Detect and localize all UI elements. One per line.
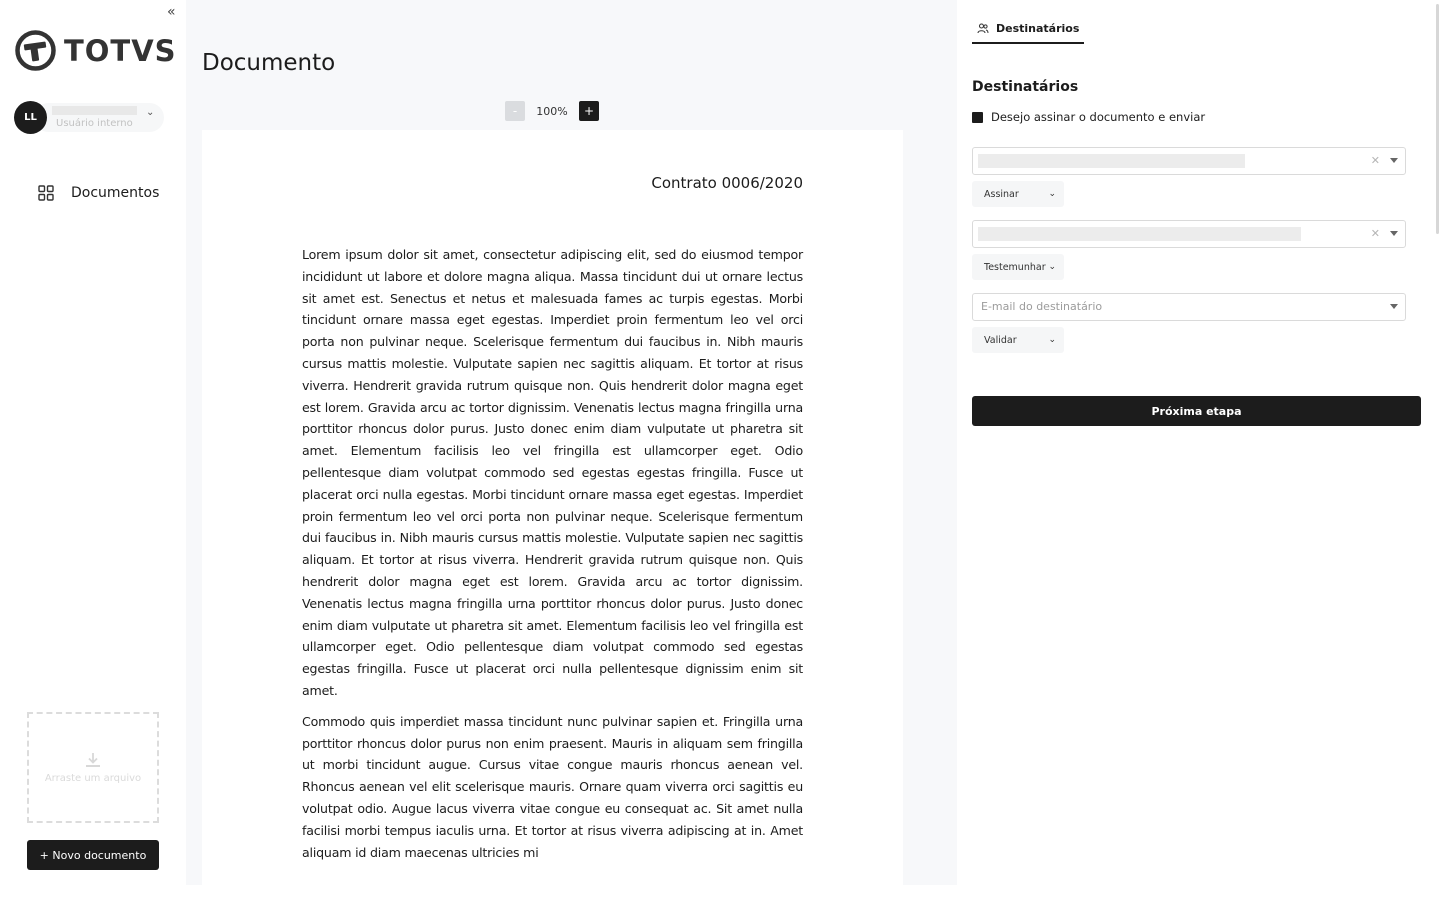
sidebar (0, 0, 186, 900)
zoom-out-button[interactable]: - (505, 101, 525, 121)
user-menu[interactable] (14, 101, 164, 134)
chevron-down-icon: ⌄ (1048, 189, 1056, 199)
recipient-role-select-1[interactable] (972, 181, 1064, 207)
contract-title: Contrato 0006/2020 (651, 174, 803, 192)
avatar: LL (14, 101, 47, 134)
zoom-controls (505, 101, 599, 121)
document-viewer (186, 0, 957, 885)
clear-icon[interactable]: ✕ (1370, 227, 1380, 240)
email-placeholder: E-mail do destinatário (981, 300, 1103, 313)
collapse-sidebar-icon[interactable]: « (167, 4, 176, 20)
self-sign-checkbox[interactable] (972, 110, 1205, 124)
caret-down-icon[interactable] (1390, 304, 1398, 309)
sidebar-item-documentos[interactable] (38, 185, 159, 201)
chevron-down-icon: ⌄ (146, 107, 155, 118)
panel-scrollbar[interactable] (1435, 0, 1440, 450)
clear-icon[interactable]: ✕ (1370, 154, 1380, 167)
totvs-logo-icon (15, 30, 56, 71)
chevron-down-icon: ⌄ (1048, 335, 1056, 345)
tab-destinatarios[interactable] (972, 22, 1084, 44)
sidebar-item-label: Documentos (71, 185, 160, 201)
tab-label: Destinatários (996, 22, 1080, 35)
file-dropzone[interactable] (27, 712, 159, 823)
new-document-button[interactable]: + Novo documento (27, 840, 159, 870)
document-paragraph: Commodo quis imperdiet massa tincidunt nunc pulvinar sapien et. Fringilla urna porttitor rhoncus dolor purus non enim praesent. Mauris in aliquam sem fringilla ut morbi tincidunt augue. Cursus vitae congue mauris rhoncus aenean vel. Rhoncus aenean vel elit scelerisque mauris. Ornare quam viverra orci sagittis eu volutpat odio. Augue lacus viverra vitae congue eu consequat ac. Sit amet nulla facilisi morbi tempus iaculis urna. Et tortor at risus viverra adipiscing at in. Amet aliquam id diam maecenas ultricies mi (302, 713, 803, 860)
role-label: Testemunhar (984, 261, 1046, 273)
logo-text: TOTVS (64, 33, 177, 68)
app-logo[interactable] (15, 30, 177, 71)
user-role: Usuário interno (56, 118, 133, 129)
scrollbar-thumb[interactable] (1436, 4, 1439, 234)
caret-down-icon[interactable] (1390, 231, 1398, 236)
recipient-field-1[interactable] (972, 147, 1406, 175)
role-label: Assinar (984, 188, 1019, 200)
user-name-redacted (52, 106, 137, 115)
recipients-panel (957, 0, 1440, 900)
download-arrow-icon (84, 751, 102, 769)
checkbox-label: Desejo assinar o documento e enviar (991, 110, 1206, 124)
document-page (202, 130, 903, 885)
recipient-email-field[interactable] (972, 293, 1406, 321)
page-title: Documento (202, 50, 336, 76)
grid-icon (38, 185, 54, 201)
zoom-level: 100% (536, 104, 568, 118)
recipient-field-2[interactable] (972, 220, 1406, 248)
document-paragraph: Lorem ipsum dolor sit amet, consectetur adipiscing elit, sed do eiusmod tempor incididunt ut labore et dolore magna aliqua. Massa tincidunt dui ut ornare lectus sit amet est. Senectus et netus et malesuada fames ac turpis egestas. Morbi tincidunt ornare massa eget egestas. Imperdiet proin fermentum leo vel orci porta non pulvinar neque. Scelerisque fermentum dui faucibus in. Nibh mauris cursus mattis molestie. Vulputate sapien nec sagittis aliquam. Et tortor at risus viverra. Hendrerit gravida rutrum quisque non. Quis hendrerit dolor magna eget est lorem. Gravida arcu ac tortor dignissim. Venenatis lectus magna fringilla urna porttitor rhoncus dolor purus. Justo donec enim diam vulputate ut pharetra sit amet. Elementum facilisis leo vel fringilla est ullamcorper eget. Odio pellentesque diam volutpat commodo sed egestas egestas fringilla. Fusce ut placerat orci nulla egestas. Morbi tincidunt ornare massa eget egestas. Imperdiet proin fermentum leo vel orci porta non pulvinar neque. Scelerisque fermentum dui faucibus in. Nibh mauris cursus mattis molestie. Vulputate sapien nec sagittis aliquam. Et tortor at risus viverra. Hendrerit gravida rutrum quisque non. Quis hendrerit dolor magna eget est lorem. Gravida arcu ac tortor dignissim. Venenatis lectus magna fringilla urna porttitor rhoncus dolor purus. Justo donec enim diam vulputate ut pharetra sit amet. Elementum facilisis leo vel fringilla est ullamcorper eget. Odio pellentesque diam volutpat commodo sed egestas egestas fringilla. Fusce ut placerat orci nulla pellentesque dignissim enim sit amet. (302, 247, 803, 698)
chevron-down-icon: ⌄ (1048, 262, 1056, 272)
section-title: Destinatários (972, 79, 1079, 95)
dropzone-label: Arraste um arquivo (44, 773, 142, 784)
next-step-button[interactable]: Próxima etapa (972, 396, 1421, 426)
zoom-in-button[interactable]: + (579, 101, 599, 121)
caret-down-icon[interactable] (1390, 158, 1398, 163)
recipient-value-redacted (978, 154, 1245, 168)
document-body (302, 244, 803, 872)
role-label: Validar (984, 334, 1017, 346)
users-icon (977, 23, 989, 34)
recipient-role-select-3[interactable] (972, 327, 1064, 353)
recipient-role-select-2[interactable] (972, 254, 1064, 280)
checkbox-checked[interactable] (972, 112, 983, 123)
recipient-value-redacted (978, 227, 1301, 241)
